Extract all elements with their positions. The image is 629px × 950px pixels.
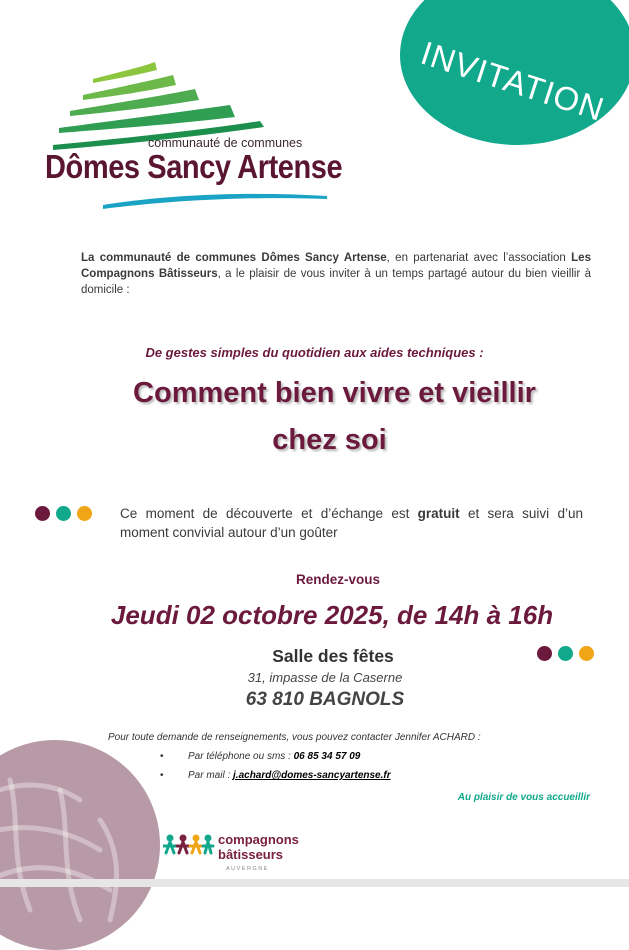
meeting-text-2: et sera suivi d’un moment convivial autour d’un goûter bbox=[120, 506, 583, 540]
bullet-icon: • bbox=[160, 770, 164, 781]
meeting-emphasis: gratuit bbox=[417, 506, 460, 521]
decorative-dots bbox=[537, 646, 594, 661]
amber-dot-icon bbox=[579, 646, 594, 661]
bullet-icon: • bbox=[160, 751, 164, 762]
intro-org: La communauté de communes Dômes Sancy Artense bbox=[81, 252, 387, 264]
intro-text-1: , en partenariat avec l’association bbox=[386, 252, 572, 264]
event-street: 31, impasse de la Caserne bbox=[247, 670, 403, 685]
teal-dot-icon bbox=[558, 646, 573, 661]
phone-label: Par téléphone ou sms : bbox=[188, 751, 294, 762]
logo-subtitle: communauté de communes bbox=[148, 136, 303, 150]
partner-logo-line2: bâtisseurs bbox=[218, 847, 284, 862]
plum-dot-icon bbox=[35, 506, 50, 521]
event-datetime: Jeudi 02 octobre 2025, de 14h à 16h bbox=[110, 600, 554, 630]
hands-pattern-icon bbox=[0, 740, 160, 950]
partner-logo-line3: AUVERGNE bbox=[226, 866, 269, 872]
invitation-label: INVITATION bbox=[416, 34, 609, 128]
mail-label: Par mail : bbox=[188, 770, 234, 781]
event-city: 63 810 BAGNOLS bbox=[245, 689, 405, 710]
contact-mail-item bbox=[160, 770, 391, 781]
title-line-2: chez soi bbox=[272, 424, 387, 456]
intro-paragraph bbox=[81, 250, 591, 298]
tagline: De gestes simples du quotidien aux aides techniques : bbox=[145, 345, 484, 360]
decorative-circle bbox=[0, 740, 160, 950]
contact-intro: Pour toute demande de renseignements, vous pouvez contacter Jennifer ACHARD : bbox=[108, 732, 481, 743]
contact-phone-item bbox=[160, 751, 360, 762]
title-line-1: Comment bien vivre et vieillir bbox=[133, 377, 536, 409]
meeting-text-1: Ce moment de découverte et d’échange est bbox=[120, 506, 418, 521]
plum-dot-icon bbox=[537, 646, 552, 661]
partner-logo-line1: compagnons bbox=[218, 832, 299, 847]
event-venue: Salle des fêtes bbox=[272, 646, 394, 666]
rendezvous-label: Rendez-vous bbox=[295, 572, 380, 587]
logo-name: Dômes Sancy Artense bbox=[45, 148, 343, 185]
bottom-bar bbox=[0, 879, 629, 887]
mail-link[interactable]: j.achard@domes-sancyartense.fr bbox=[233, 770, 391, 781]
dsa-logo bbox=[45, 55, 335, 215]
phone-number[interactable]: 06 85 34 57 09 bbox=[293, 751, 361, 762]
meeting-description bbox=[120, 504, 583, 542]
amber-dot-icon bbox=[77, 506, 92, 521]
compagnons-batisseurs-logo-icon bbox=[163, 833, 215, 863]
intro-text-2: , a le plaisir de vous inviter à un temps partagé autour du bien vieillir à domicile : bbox=[81, 268, 591, 296]
decorative-dots bbox=[35, 506, 92, 521]
closing-line: Au plaisir de vous accueillir bbox=[457, 792, 590, 803]
teal-dot-icon bbox=[56, 506, 71, 521]
intro-partner: Les Compagnons Bâtisseurs bbox=[81, 252, 591, 280]
